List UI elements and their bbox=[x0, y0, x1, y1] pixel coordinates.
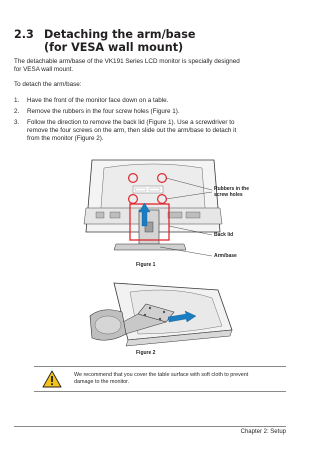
note-bottom-rule bbox=[34, 391, 286, 392]
figure1-caption: Figure 1 bbox=[136, 262, 156, 268]
intro-line1: The detachable arm/base of the VK191 Series LCD monitor is specially designed bbox=[14, 58, 240, 65]
section-number: 2.3 bbox=[14, 28, 34, 41]
callout-rubbers-line2: screw holes bbox=[214, 192, 243, 198]
callout-back-lid: Back lid bbox=[214, 232, 234, 238]
step-3-line2: remove the four screws on the arm, then slide out the arm/base to detach it bbox=[27, 127, 237, 135]
step-3-line3: from the monitor (Figure 2). bbox=[27, 135, 104, 143]
step-text: Have the front of the monitor face down on a table. bbox=[27, 97, 169, 104]
callout-arm-base: Arm/base bbox=[214, 253, 237, 259]
step-3-line1: Follow the direction to remove the back lid (Figure 1). Use a screwdriver to bbox=[27, 119, 235, 126]
note-line1: We recommend that you cover the table surface with soft cloth to prevent bbox=[74, 372, 249, 378]
footer-chapter: Chapter 2: Setup bbox=[240, 429, 286, 435]
note-top-rule bbox=[34, 366, 286, 367]
warning-triangle-icon bbox=[42, 370, 62, 388]
section-title-line2: (for VESA wall mount) bbox=[44, 41, 184, 54]
intro-line2: for VESA wall mount. bbox=[14, 66, 74, 74]
step-number: 3. bbox=[14, 119, 20, 126]
step-number: 2. bbox=[14, 108, 20, 115]
step-text: Remove the rubbers in the four screw holes (Figure 1). bbox=[27, 108, 180, 115]
figure2-caption: Figure 2 bbox=[136, 350, 156, 356]
section-title-line1: Detaching the arm/base bbox=[44, 28, 196, 41]
note-line2: damage to the monitor. bbox=[74, 379, 130, 386]
procedure-lead: To detach the arm/base: bbox=[14, 81, 82, 88]
callout-rubbers-line1: Rubbers in the bbox=[214, 186, 250, 192]
footer-rule bbox=[14, 426, 286, 427]
step-number: 1. bbox=[14, 97, 20, 104]
note-text bbox=[74, 372, 284, 386]
